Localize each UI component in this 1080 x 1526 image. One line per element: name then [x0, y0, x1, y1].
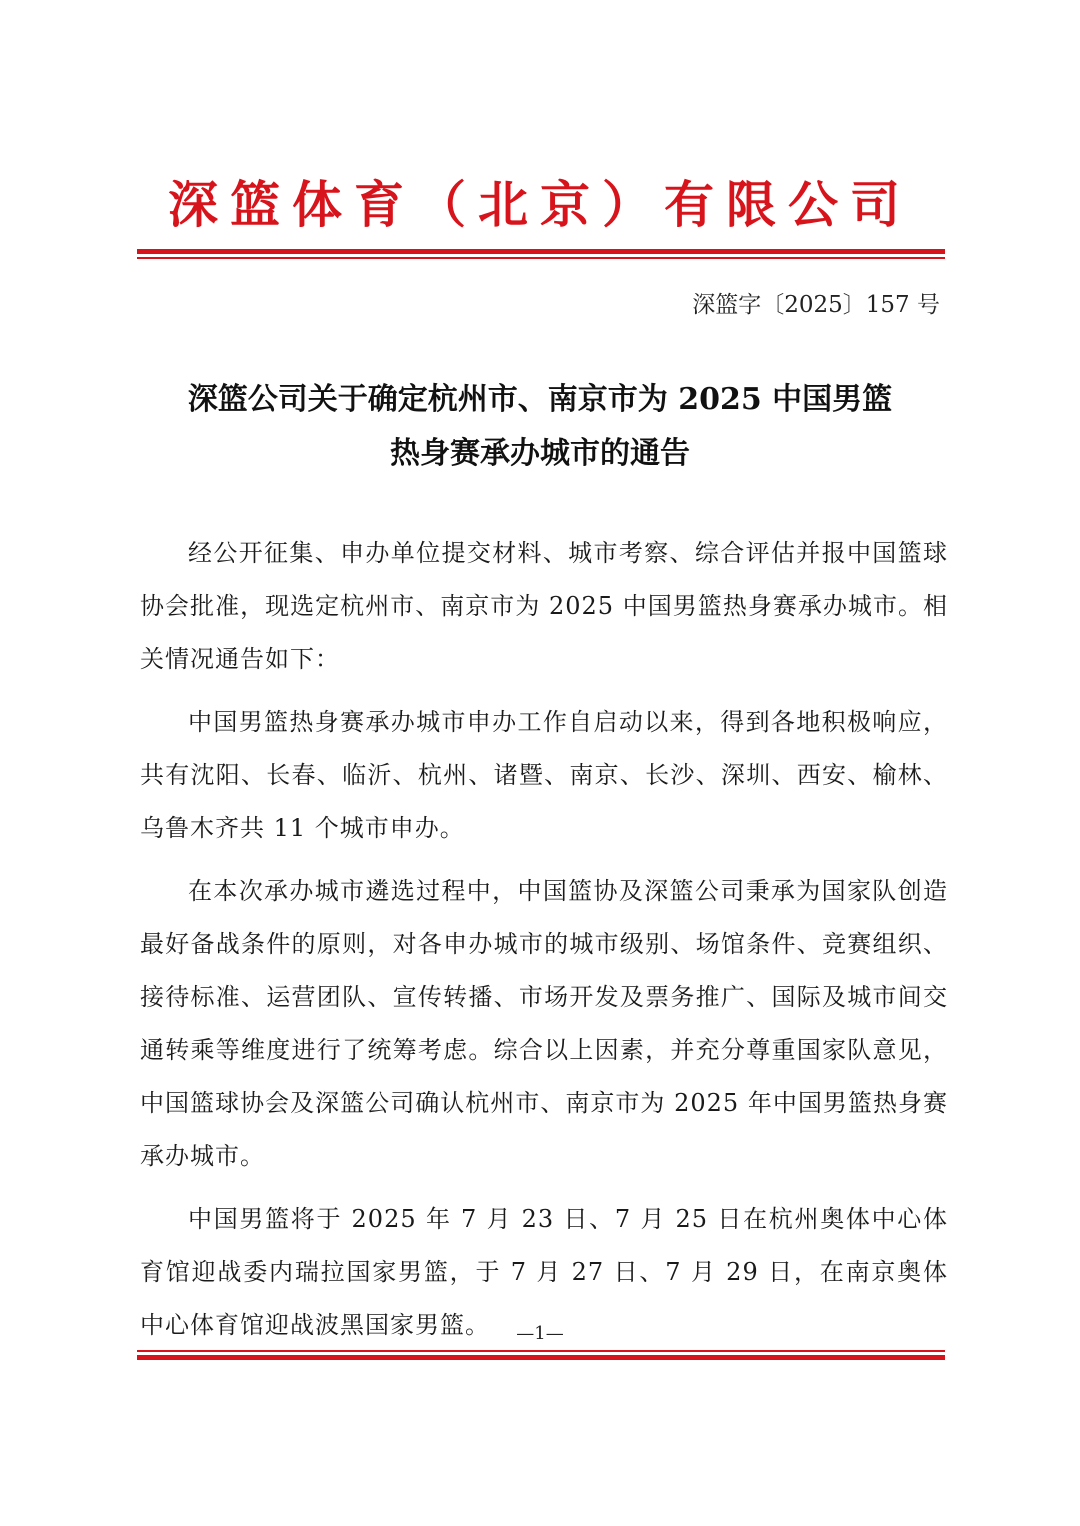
paragraph-2: 中国男篮热身赛承办城市申办工作自启动以来，得到各地积极响应，共有沈阳、长春、临沂、杭州、诸暨、南京、长沙、深圳、西安、榆林、乌鲁木齐共 11 个城市申办。	[140, 708, 948, 842]
notice-title-line1: 深篮公司关于确定杭州市、南京市为 2025 中国男篮	[187, 382, 893, 417]
paragraph-4: 中国男篮将于 2025 年 7 月 23 日、7 月 25 日在杭州奥体中心体育馆迎战委内瑞拉国家男篮，于 7 月 27 日、7 月 29 日，在南京奥体中心体育馆迎战波黑国家男篮。	[140, 1205, 948, 1339]
letterhead-rule-thick	[137, 249, 945, 254]
letterhead-rule-thin	[137, 257, 945, 259]
letterhead-company-name: 深篮体育（北京）有限公司	[168, 176, 912, 234]
document-number: 深篮字〔2025〕157 号	[692, 292, 940, 318]
notice-title-line2: 热身赛承办城市的通告	[390, 436, 690, 471]
notice-body	[140, 527, 948, 1362]
footer-rule-thin	[137, 1350, 945, 1352]
paragraph-3: 在本次承办城市遴选过程中，中国篮协及深篮公司秉承为国家队创造最好备战条件的原则，对各申办城市的城市级别、场馆条件、竞赛组织、接待标准、运营团队、宣传转播、市场开发及票务推广、国际及城市间交通转乘等维度进行了统筹考虑。综合以上因素，并充分尊重国家队意见，中国篮球协会及深篮公司确认杭州市、南京市为 2025 年中国男篮热身赛承办城市。	[140, 877, 948, 1170]
page-number: —1—	[516, 1323, 564, 1344]
paragraph-1: 经公开征集、申办单位提交材料、城市考察、综合评估并报中国篮球协会批准，现选定杭州市、南京市为 2025 中国男篮热身赛承办城市。相关情况通告如下：	[140, 539, 948, 673]
footer-rule-thick	[137, 1355, 945, 1360]
